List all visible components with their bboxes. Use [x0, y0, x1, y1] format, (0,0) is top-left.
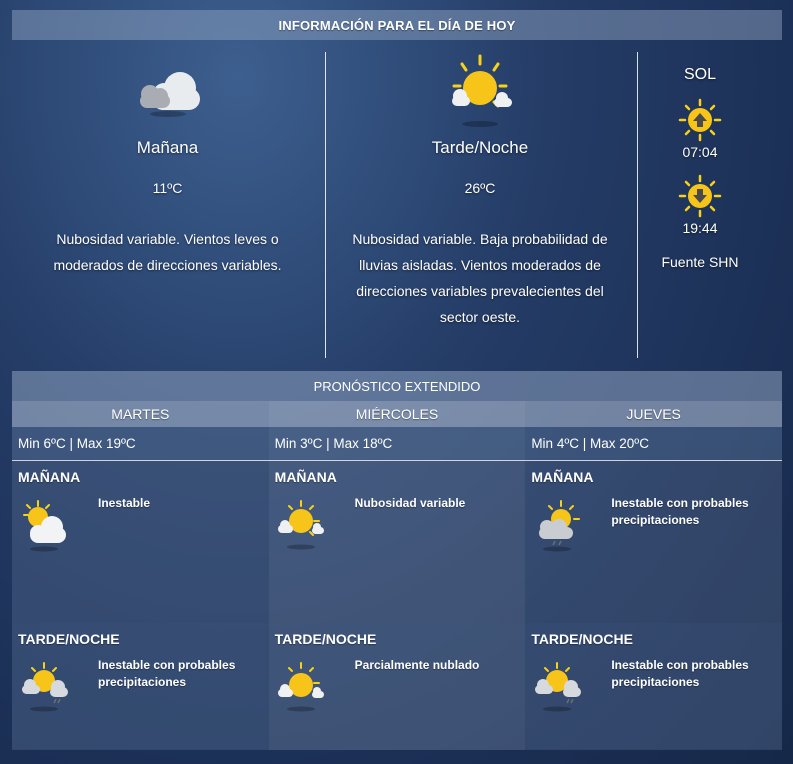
- sunrise-time: 07:04: [682, 144, 718, 160]
- today-manana: [30, 52, 305, 278]
- day-name: JUEVES: [525, 401, 782, 427]
- sunset-time: 19:44: [682, 220, 718, 236]
- slot-desc: Inestable con probables precipitaciones: [611, 496, 749, 527]
- today-tarde-temp: 26ºC: [464, 180, 496, 196]
- slot-tarde-noche: [525, 623, 782, 749]
- sun-small-cloud-icon: [273, 497, 329, 553]
- sun-info: [650, 66, 750, 270]
- today-manana-temp: 11ºC: [152, 180, 183, 196]
- today-manana-desc: Nubosidad variable. Vientos leves o moderados de direcciones variables.: [53, 231, 282, 273]
- extended-title: PRONÓSTICO EXTENDIDO: [313, 378, 481, 394]
- slot-tarde-noche: [269, 623, 526, 749]
- sun-cloud-icon: [340, 52, 620, 130]
- day-minmax: Min 6ºC | Max 19ºC: [12, 427, 269, 461]
- sunset-icon: [650, 174, 750, 218]
- today-tarde-desc: Nubosidad variable. Baja probabilidad de lluvias aisladas. Vientos moderados de direcciones variables prevalecientes del sector oeste.: [352, 231, 608, 325]
- slot-manana: [269, 461, 526, 623]
- slot-desc: Parcialmente nublado: [354, 658, 480, 672]
- sunrise-icon: [650, 98, 750, 142]
- slot-desc: Inestable con probables precipitaciones: [98, 658, 236, 689]
- slot-desc: Inestable con probables precipitaciones: [611, 658, 749, 689]
- slot-desc: Nubosidad variable: [354, 496, 466, 510]
- day-minmax: Min 3ºC | Max 18ºC: [269, 427, 526, 461]
- day-miercoles: [269, 401, 526, 750]
- slot-label: TARDE/NOCHE: [18, 631, 120, 647]
- day-minmax: Min 4ºC | Max 20ºC: [525, 427, 782, 461]
- forecast-days: [12, 401, 782, 750]
- day-martes: [12, 401, 269, 750]
- slot-label: TARDE/NOCHE: [274, 631, 377, 647]
- day-name: MIÉRCOLES: [269, 401, 526, 427]
- day-name: MARTES: [12, 401, 269, 427]
- slot-manana: [525, 461, 782, 623]
- slot-manana: [12, 461, 269, 623]
- sun-rain-icon: [529, 497, 585, 553]
- slot-label: MAÑANA: [274, 469, 337, 485]
- slot-label: MAÑANA: [18, 469, 81, 485]
- cloudy-icon: [30, 52, 305, 130]
- slot-tarde-noche: [12, 623, 269, 749]
- slot-label: MAÑANA: [531, 469, 594, 485]
- sun-small-cloud-icon: [273, 659, 329, 715]
- today-header: [12, 10, 782, 40]
- sun-cloud-icon: [16, 497, 72, 553]
- slot-label: TARDE/NOCHE: [531, 631, 633, 647]
- divider: [325, 52, 326, 358]
- day-jueves: [525, 401, 782, 750]
- extended-forecast: [12, 371, 782, 750]
- today-tarde: [340, 52, 620, 330]
- sun-source: Fuente SHN: [661, 254, 739, 270]
- today-header-title: INFORMACIÓN PARA EL DÍA DE HOY: [278, 17, 516, 33]
- slot-desc: Inestable: [98, 496, 151, 510]
- divider: [637, 52, 638, 358]
- sun-rain-icon: [16, 659, 72, 715]
- today-tarde-period: Tarde/Noche: [431, 138, 529, 157]
- extended-header: [12, 371, 782, 401]
- sun-rain-icon: [529, 659, 585, 715]
- today-manana-period: Mañana: [136, 138, 199, 157]
- sun-title: SOL: [683, 66, 716, 83]
